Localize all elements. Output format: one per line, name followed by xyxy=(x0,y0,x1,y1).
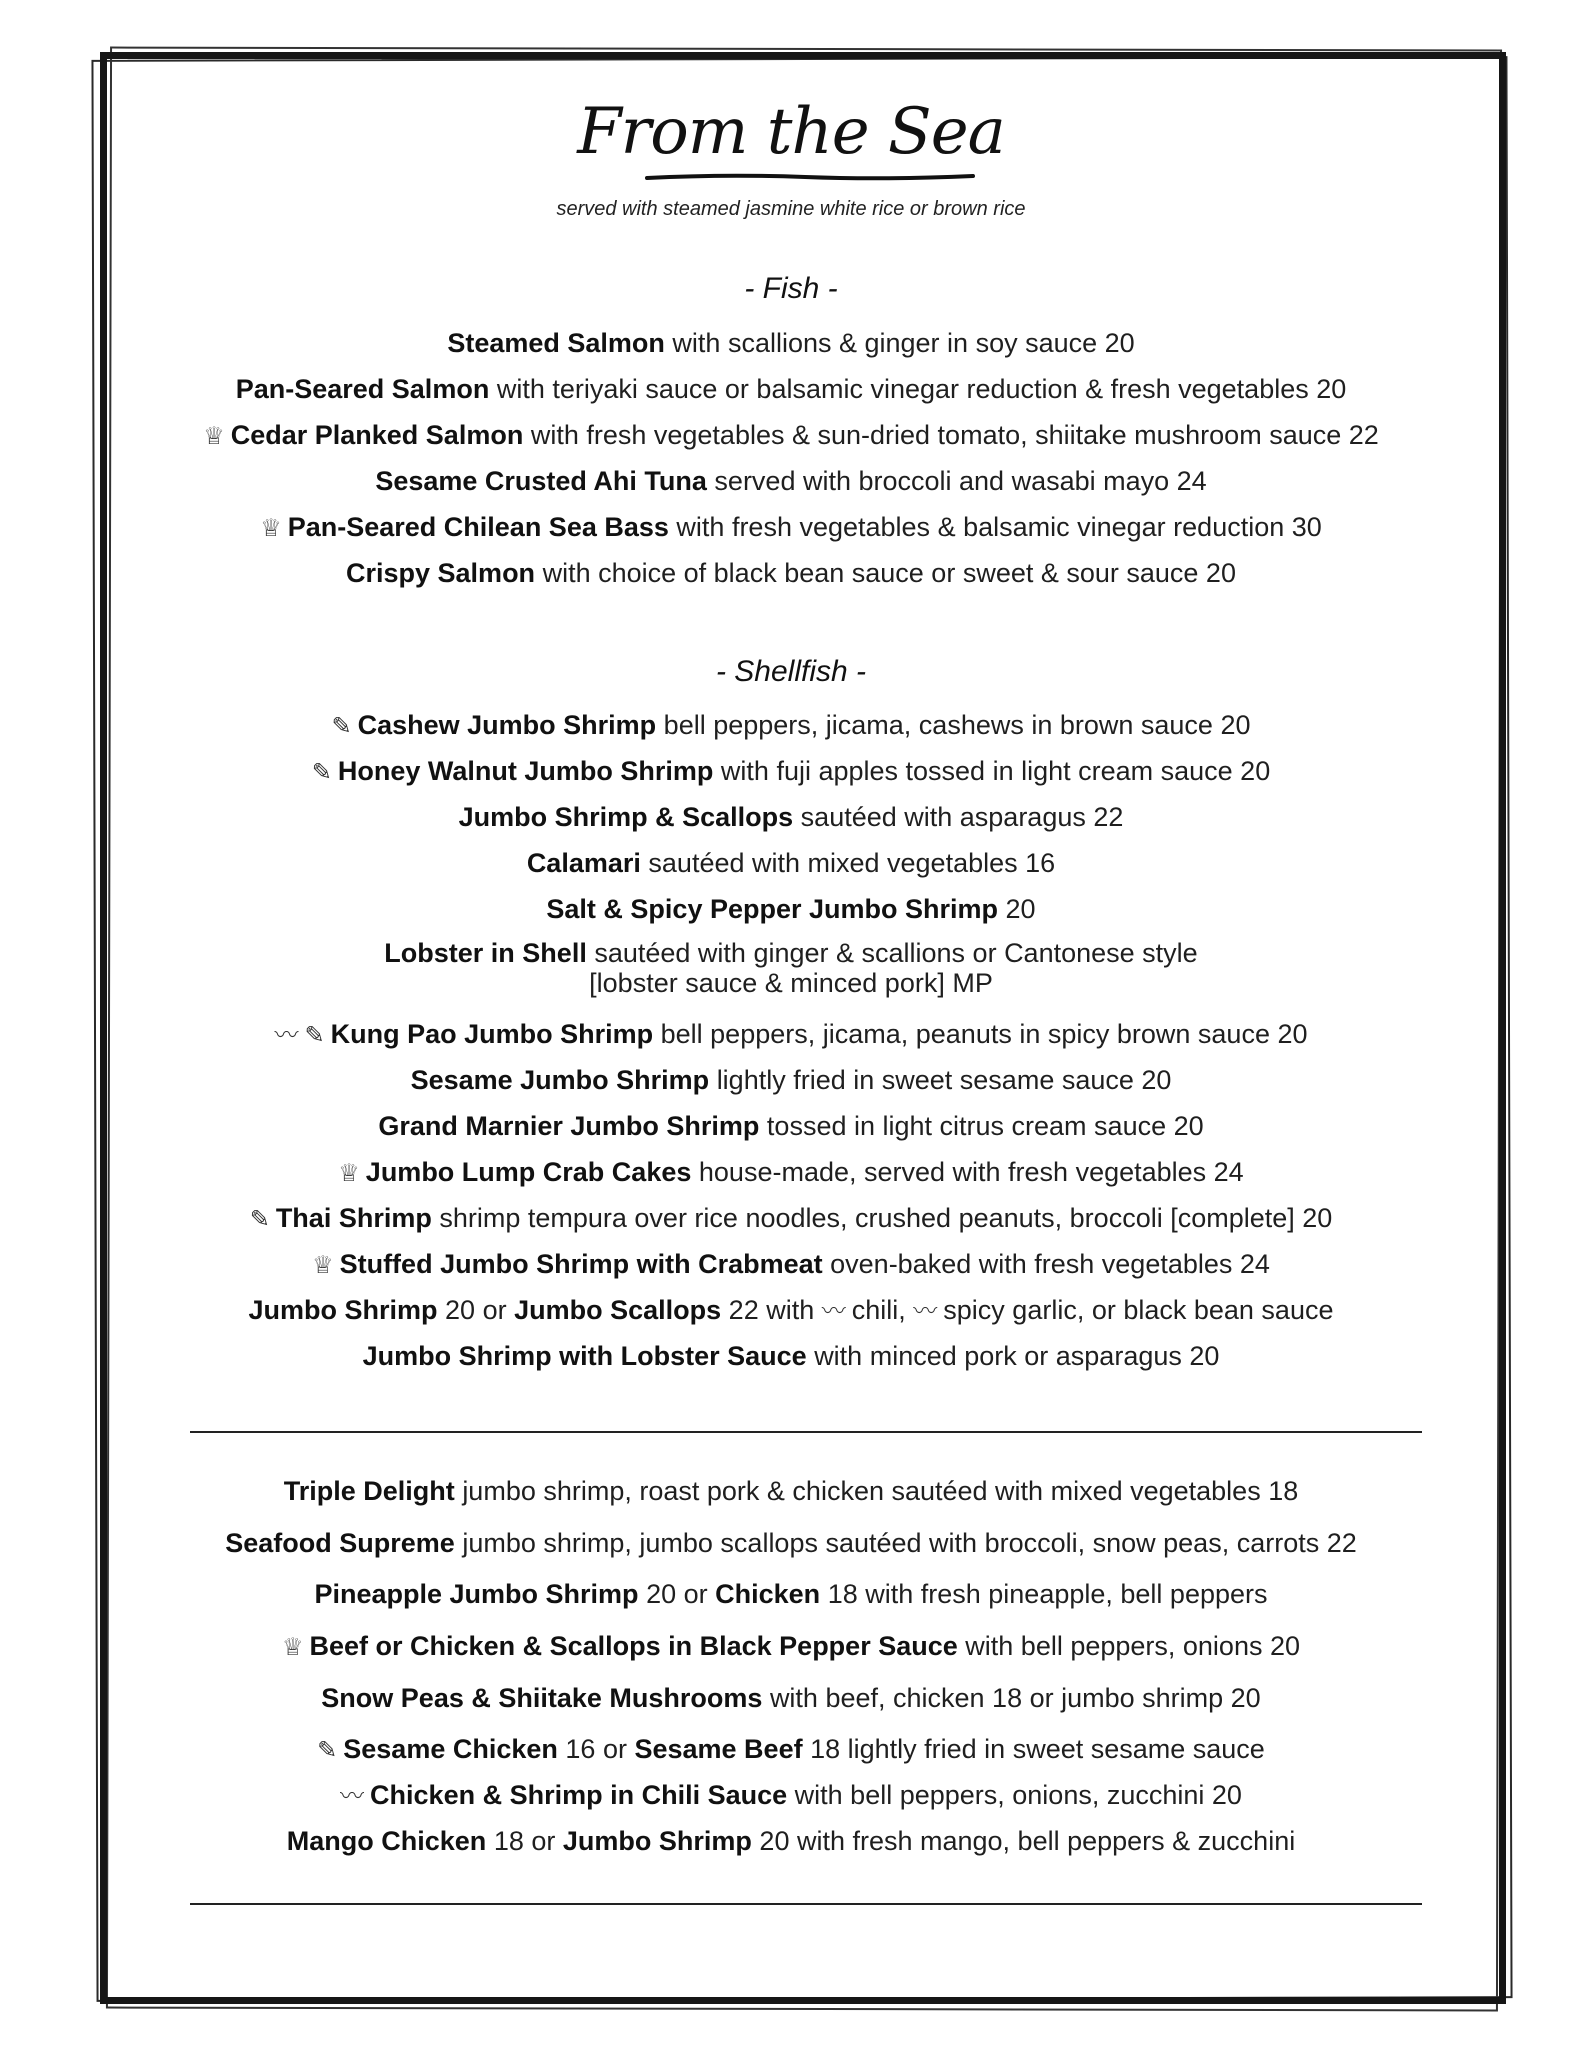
item-name: Jumbo Lump Crab Cakes xyxy=(365,1157,692,1187)
section-heading-shellfish: - Shellfish - xyxy=(715,655,867,688)
chef-hat-icon: ♕ xyxy=(338,1160,360,1187)
item-desc: jumbo shrimp, roast pork & chicken sautéed with mixed vegetables 18 xyxy=(462,1476,1299,1506)
item-name: Salt & Spicy Pepper Jumbo Shrimp xyxy=(546,894,999,924)
menu-item xyxy=(0,326,1582,360)
item-name: Sesame Jumbo Shrimp xyxy=(410,1065,710,1095)
item-desc: bell peppers, jicama, cashews in brown sauce 20 xyxy=(663,710,1251,740)
item-name: Cedar Planked Salmon xyxy=(230,420,524,450)
chef-hat-icon: ♕ xyxy=(312,1252,334,1279)
item-desc: 20 with fresh mango, bell peppers & zucchini xyxy=(759,1826,1296,1856)
item-name: Lobster in Shell xyxy=(384,938,587,968)
menu-item xyxy=(0,1474,1582,1508)
menu-item xyxy=(0,1063,1582,1097)
menu-item xyxy=(0,1201,1582,1237)
chili-pepper-icon: 〰 xyxy=(913,1298,938,1325)
chili-pepper-icon: 〰 xyxy=(274,1022,299,1049)
item-name: Grand Marnier Jumbo Shrimp xyxy=(378,1111,760,1141)
chef-hat-icon: ♕ xyxy=(203,423,225,450)
item-desc-line2: [lobster sauce & minced pork] MP xyxy=(589,968,993,998)
menu-item xyxy=(0,846,1582,880)
item-name: Pineapple Jumbo Shrimp xyxy=(314,1579,639,1609)
item-name: Steamed Salmon xyxy=(447,328,665,358)
menu-item xyxy=(0,938,1582,998)
menu-item xyxy=(0,1732,1582,1768)
item-desc: with fresh vegetables & sun-dried tomato, shiitake mushroom sauce 22 xyxy=(530,420,1379,450)
item-name: Beef or Chicken & Scallops in Black Pepper Sauce xyxy=(309,1631,958,1661)
menu-item xyxy=(0,1339,1582,1373)
item-price: 20 or xyxy=(646,1579,708,1609)
item-name-2: Chicken xyxy=(715,1579,821,1609)
chef-hat-icon: ♕ xyxy=(282,1634,304,1661)
menu-item xyxy=(0,1017,1582,1053)
item-desc: lightly fried in sweet sesame sauce 20 xyxy=(716,1065,1172,1095)
menu-item xyxy=(0,708,1582,744)
menu-item xyxy=(0,1526,1582,1560)
section-divider xyxy=(190,1903,1422,1905)
menu-item xyxy=(0,892,1582,926)
item-desc: tossed in light citrus cream sauce 20 xyxy=(766,1111,1204,1141)
item-name: Pan-Seared Chilean Sea Bass xyxy=(287,512,669,542)
menu-item xyxy=(0,800,1582,834)
item-desc: 18 with fresh pineapple, bell peppers xyxy=(827,1579,1268,1609)
menu-item xyxy=(0,1577,1582,1611)
menu-item xyxy=(0,1778,1582,1814)
chili-pepper-icon: 〰 xyxy=(340,1783,365,1810)
item-desc: 18 lightly fried in sweet sesame sauce xyxy=(810,1734,1265,1764)
item-name: Thai Shrimp xyxy=(275,1203,432,1233)
item-name: Sesame Chicken xyxy=(343,1734,558,1764)
menu-item xyxy=(0,372,1582,406)
sauce-option: spicy garlic, or black bean sauce xyxy=(943,1295,1334,1325)
item-price: 16 or xyxy=(565,1734,627,1764)
item-desc: bell peppers, jicama, peanuts in spicy brown sauce 20 xyxy=(660,1019,1308,1049)
menu-item xyxy=(0,1293,1582,1329)
item-desc: shrimp tempura over rice noodles, crushed peanuts, broccoli [complete] 20 xyxy=(439,1203,1333,1233)
sauce-option: chili, xyxy=(851,1295,906,1325)
chili-pepper-icon: 〰 xyxy=(821,1298,846,1325)
item-name: Crispy Salmon xyxy=(346,558,536,588)
item-name: Triple Delight xyxy=(283,1476,455,1506)
item-desc: sautéed with ginger & scallions or Cantonese style xyxy=(594,938,1198,968)
item-name: Cashew Jumbo Shrimp xyxy=(357,710,657,740)
item-desc: with scallions & ginger in soy sauce 20 xyxy=(672,328,1135,358)
item-desc: 20 xyxy=(1005,894,1036,924)
item-price-2: 22 with xyxy=(728,1295,815,1325)
menu-item xyxy=(0,1109,1582,1143)
item-desc: with bell peppers, onions 20 xyxy=(965,1631,1300,1661)
peanut-icon: ✎ xyxy=(311,759,332,786)
title-block xyxy=(0,92,1582,172)
peanut-icon: ✎ xyxy=(317,1737,338,1764)
menu-item xyxy=(0,1247,1582,1283)
item-desc: house-made, served with fresh vegetables 24 xyxy=(698,1157,1244,1187)
item-name-2: Jumbo Shrimp xyxy=(562,1826,752,1856)
item-desc: with bell peppers, onions, zucchini 20 xyxy=(794,1780,1242,1810)
menu-item xyxy=(0,418,1582,454)
item-name: Jumbo Shrimp with Lobster Sauce xyxy=(362,1341,807,1371)
item-name-2: Sesame Beef xyxy=(634,1734,803,1764)
page-title: From the Sea xyxy=(577,95,1005,169)
menu-item xyxy=(0,1629,1582,1665)
item-name: Calamari xyxy=(526,848,641,878)
menu-item xyxy=(0,1681,1582,1715)
peanut-icon: ✎ xyxy=(331,713,352,740)
section-heading-fish: - Fish - xyxy=(744,272,838,305)
item-name: Jumbo Shrimp & Scallops xyxy=(458,802,794,832)
item-desc: sautéed with mixed vegetables 16 xyxy=(648,848,1056,878)
item-desc: with beef, chicken 18 or jumbo shrimp 20 xyxy=(769,1683,1261,1713)
item-price: 20 or xyxy=(445,1295,507,1325)
item-desc: with teriyaki sauce or balsamic vinegar reduction & fresh vegetables 20 xyxy=(496,374,1347,404)
item-name: Mango Chicken xyxy=(286,1826,487,1856)
item-desc: jumbo shrimp, jumbo scallops sautéed with broccoli, snow peas, carrots 22 xyxy=(462,1528,1357,1558)
item-name: Honey Walnut Jumbo Shrimp xyxy=(337,756,714,786)
item-name: Stuffed Jumbo Shrimp with Crabmeat xyxy=(339,1249,823,1279)
subtitle: served with steamed jasmine white rice or brown rice xyxy=(556,198,1026,220)
item-desc: with fuji apples tossed in light cream sauce 20 xyxy=(720,756,1271,786)
item-desc: with choice of black bean sauce or sweet & sour sauce 20 xyxy=(542,558,1236,588)
item-desc: sautéed with asparagus 22 xyxy=(800,802,1124,832)
item-name-2: Jumbo Scallops xyxy=(514,1295,722,1325)
section-divider xyxy=(190,1431,1422,1433)
item-name: Sesame Crusted Ahi Tuna xyxy=(375,466,707,496)
title-underline xyxy=(645,172,975,182)
menu-item xyxy=(0,754,1582,790)
item-desc: with minced pork or asparagus 20 xyxy=(814,1341,1220,1371)
peanut-icon: ✎ xyxy=(304,1022,325,1049)
item-price: 18 or xyxy=(493,1826,556,1856)
item-name: Jumbo Shrimp xyxy=(248,1295,438,1325)
menu-item xyxy=(0,464,1582,498)
item-name: Seafood Supreme xyxy=(225,1528,455,1558)
item-desc: oven-baked with fresh vegetables 24 xyxy=(830,1249,1270,1279)
item-name: Chicken & Shrimp in Chili Sauce xyxy=(370,1780,788,1810)
menu-item xyxy=(0,510,1582,546)
menu-item xyxy=(0,556,1582,590)
item-name: Kung Pao Jumbo Shrimp xyxy=(330,1019,654,1049)
item-desc: with fresh vegetables & balsamic vinegar reduction 30 xyxy=(676,512,1322,542)
item-name: Snow Peas & Shiitake Mushrooms xyxy=(321,1683,763,1713)
chef-hat-icon: ♕ xyxy=(260,515,282,542)
item-name: Pan-Seared Salmon xyxy=(235,374,490,404)
menu-item xyxy=(0,1824,1582,1858)
peanut-icon: ✎ xyxy=(249,1206,270,1233)
item-desc: served with broccoli and wasabi mayo 24 xyxy=(714,466,1207,496)
menu-item xyxy=(0,1155,1582,1191)
